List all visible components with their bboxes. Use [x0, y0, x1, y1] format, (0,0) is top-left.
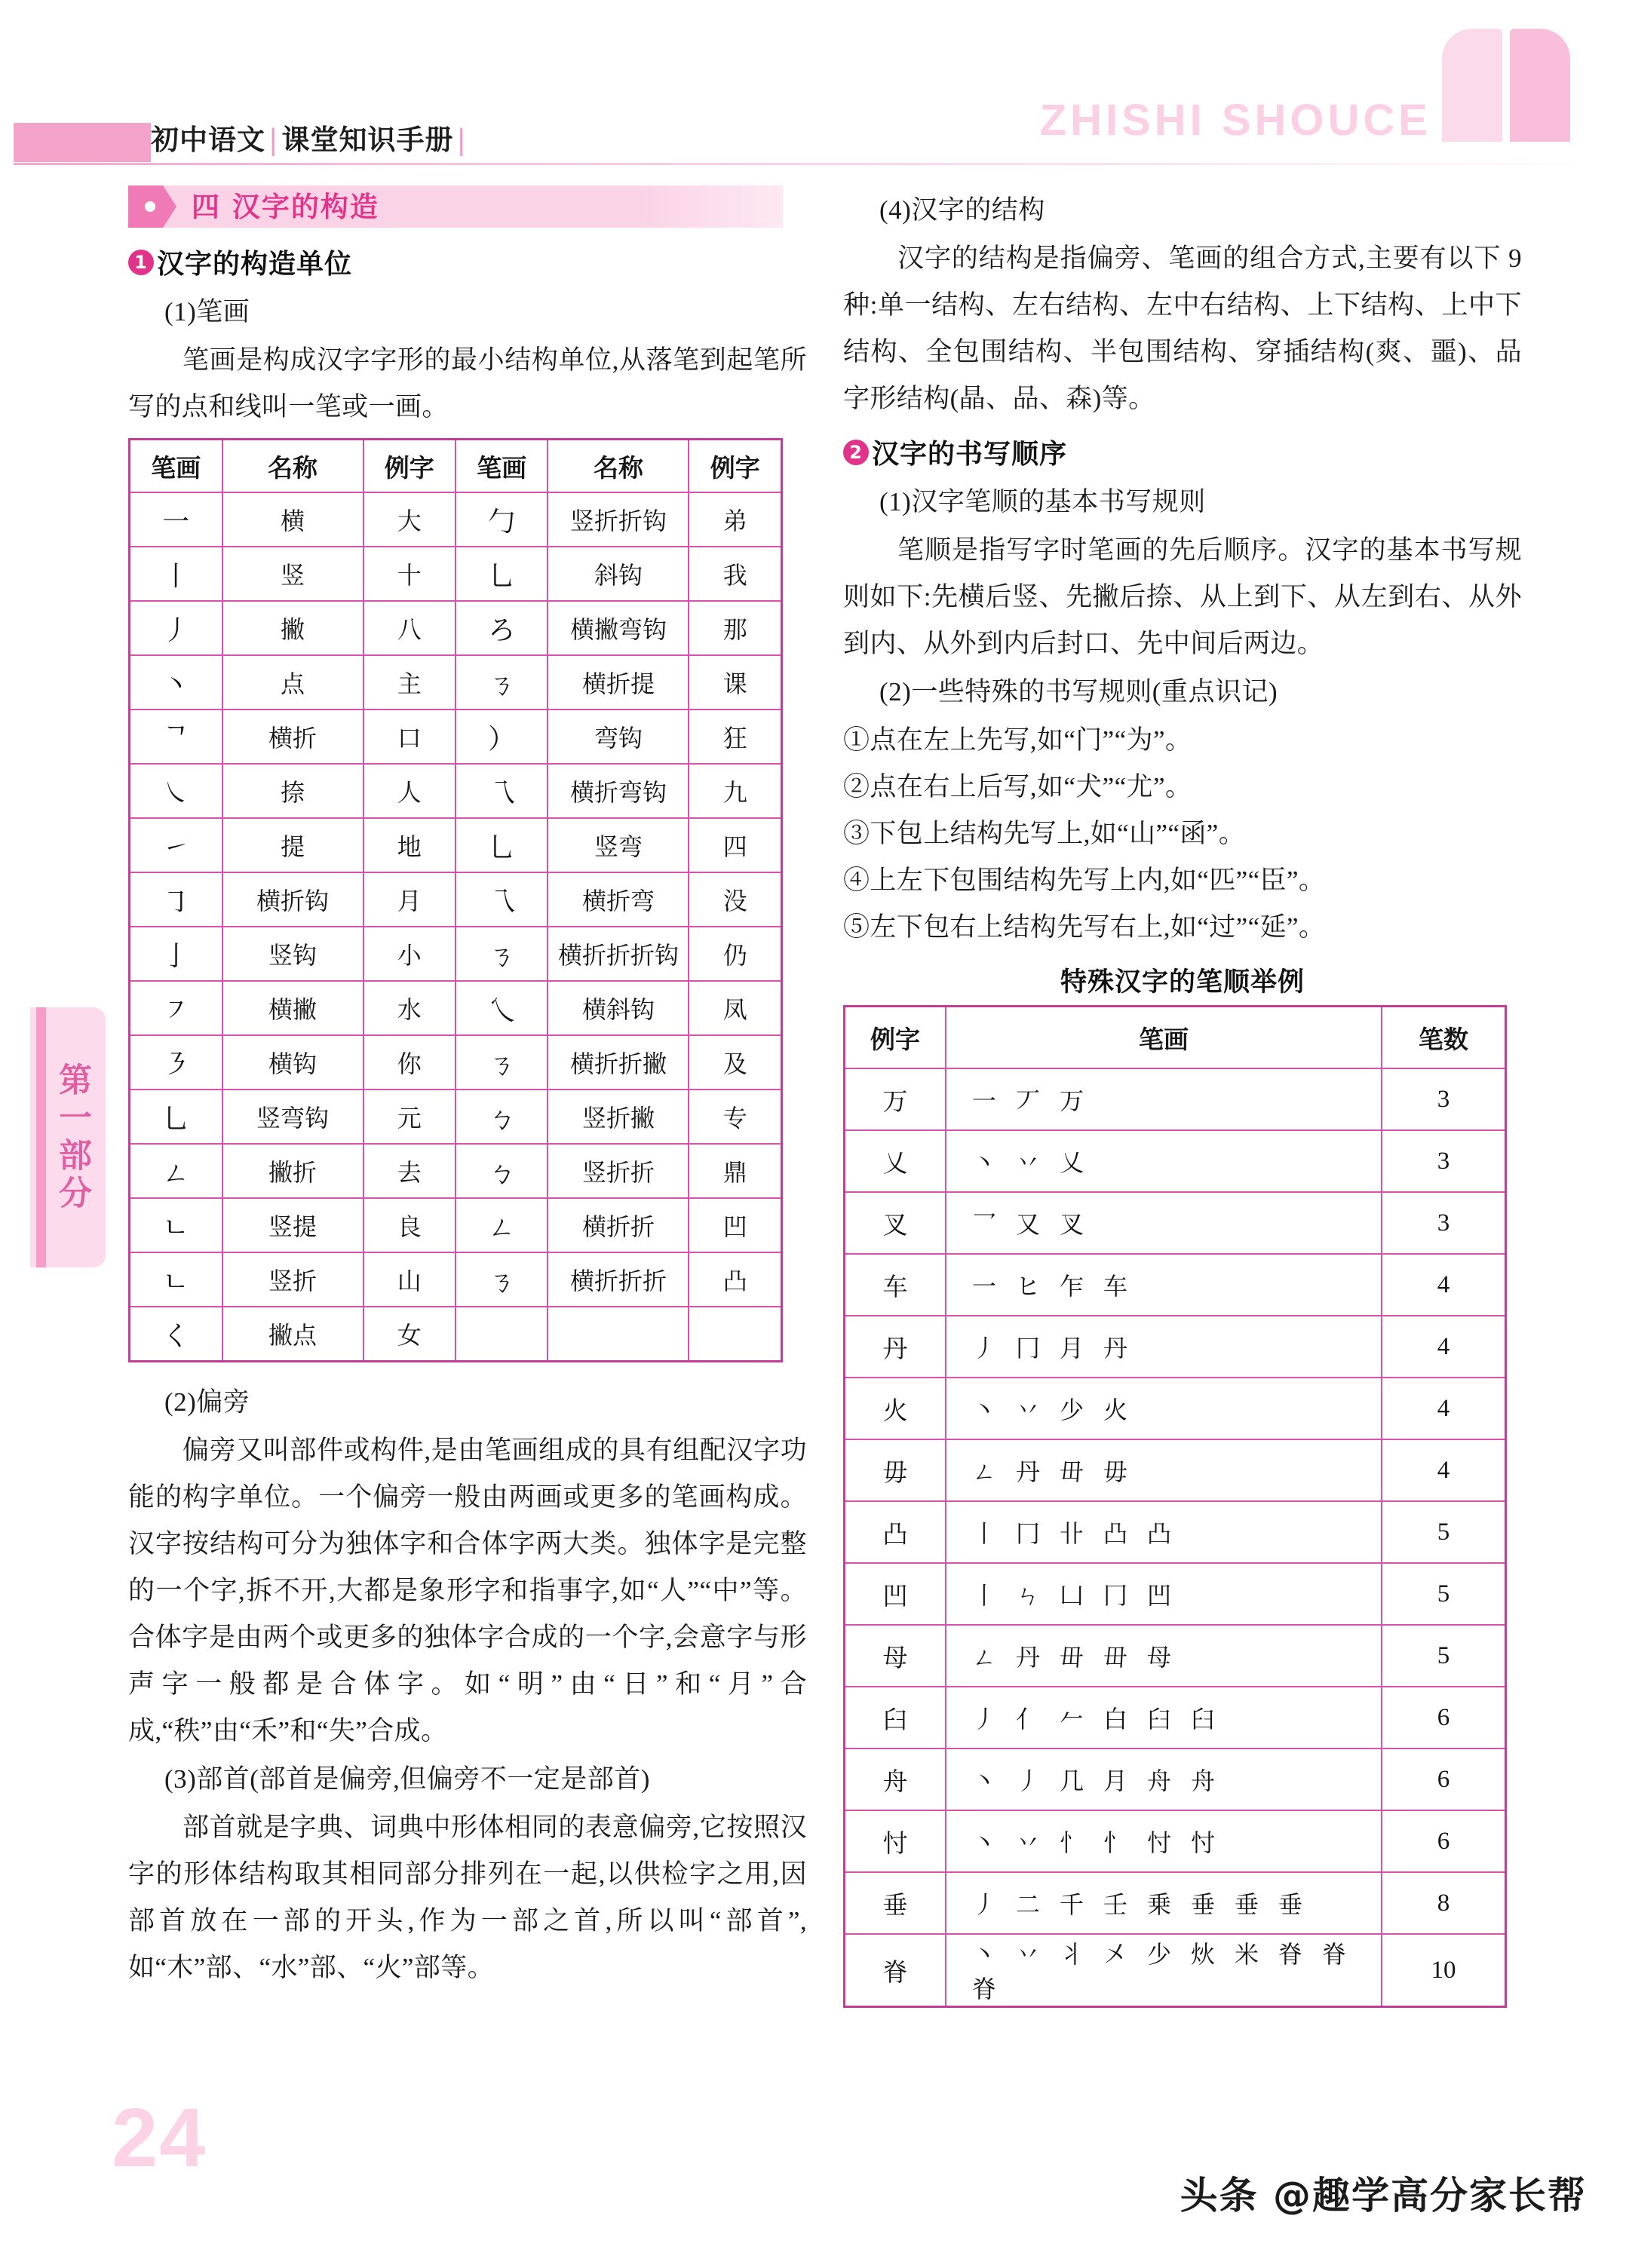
table-row	[845, 1501, 1506, 1563]
stroke-glyph: ㄥ	[456, 1198, 548, 1252]
stroke-name: 横撇弯钩	[548, 601, 689, 655]
subheading-bushou: (3)部首(部首是偏旁,但偏旁不一定是部首)	[164, 1764, 650, 1794]
header-pinyin: ZHISHI SHOUCE	[1039, 96, 1431, 145]
table-row	[130, 764, 782, 818]
stroke-name: 提	[222, 818, 364, 872]
running-header	[0, 0, 1629, 173]
stroke-name: 撇	[222, 601, 364, 655]
stroke-glyph: ㄅ	[456, 1090, 548, 1144]
stroke-glyph: ㄋ	[456, 927, 548, 981]
example-char: 人	[364, 764, 456, 818]
table-row	[130, 547, 782, 601]
stroke-name: 点	[222, 655, 364, 710]
stroke-sequence: 丶 丿 几 月 舟 舟	[946, 1749, 1382, 1810]
example-char: 凹	[689, 1198, 781, 1252]
col-header-stroke-1: 笔画	[130, 440, 222, 493]
example-char: 脊	[845, 1934, 946, 2007]
example-char: 叉	[845, 1192, 946, 1254]
example-char: 主	[364, 655, 456, 710]
stroke-glyph: く	[130, 1307, 222, 1362]
stroke-sequence: 一 ヒ 乍 车	[946, 1254, 1382, 1316]
stroke-count: 5	[1382, 1625, 1506, 1687]
stroke-count: 4	[1382, 1254, 1506, 1316]
example-char: 月	[364, 872, 456, 927]
table-row	[130, 872, 782, 927]
stroke-glyph: 乀	[456, 981, 548, 1035]
part-side-tab	[30, 1007, 106, 1267]
stroke-name: 撇点	[222, 1307, 364, 1362]
header-title-main: 初中语文	[151, 124, 265, 156]
stroke-count: 6	[1382, 1749, 1506, 1810]
stroke-sequence: 丿 冂 月 丹	[946, 1316, 1382, 1378]
example-char: 万	[845, 1068, 946, 1130]
example-char: 舟	[845, 1749, 946, 1810]
stroke-name: 横折提	[548, 655, 689, 710]
side-tab-spine	[36, 1007, 46, 1267]
heading-number-badge: 1	[128, 250, 154, 275]
example-char: 及	[689, 1035, 781, 1090]
stroke-glyph: ㄅ	[456, 1144, 548, 1198]
stroke-name: 横折折撇	[548, 1035, 689, 1090]
example-char: 十	[364, 547, 456, 601]
stroke-name: 竖弯钩	[222, 1090, 364, 1144]
example-char: 狂	[689, 710, 781, 764]
table-row	[130, 1198, 782, 1252]
stroke-count: 6	[1382, 1810, 1506, 1872]
example-char: 乂	[845, 1130, 946, 1192]
subheading-pianpang: (2)偏旁	[164, 1387, 250, 1417]
stroke-glyph: ㄋ	[456, 1252, 548, 1307]
book-icon	[1442, 29, 1570, 142]
page-number: 24	[112, 2092, 207, 2184]
special-rule-item: ③下包上结构先写上,如“山”“函”。	[843, 819, 1246, 848]
stroke-name: 横折折	[548, 1198, 689, 1252]
stroke-name: 斜钩	[548, 547, 689, 601]
stroke-glyph: ㄴ	[130, 1252, 222, 1307]
stroke-glyph: ㇀	[130, 818, 222, 872]
table-row	[130, 1252, 782, 1307]
stroke-glyph: 丶	[130, 655, 222, 710]
example-char: 丹	[845, 1316, 946, 1378]
example-char: 车	[845, 1254, 946, 1316]
stroke-name: 竖	[222, 547, 364, 601]
stroke-glyph: ろ	[456, 601, 548, 655]
example-char: 凹	[845, 1563, 946, 1625]
stroke-count: 8	[1382, 1872, 1506, 1934]
example-char	[689, 1307, 781, 1362]
stroke-name: 横折折折钩	[548, 927, 689, 981]
table-row	[845, 1687, 1506, 1749]
table-row	[130, 492, 782, 547]
example-char: 母	[845, 1625, 946, 1687]
stroke-name: 竖提	[222, 1198, 364, 1252]
header-title-separator-2: |	[456, 124, 467, 156]
col-header-strokes: 笔画	[946, 1007, 1382, 1069]
example-char: 课	[689, 655, 781, 710]
stroke-count: 6	[1382, 1687, 1506, 1749]
col-header-name-1: 名称	[222, 440, 364, 493]
stroke-sequence: 丿 亻 𠂉 白 臼 臼	[946, 1687, 1382, 1749]
section-banner	[128, 185, 783, 228]
table-row	[130, 710, 782, 764]
table-row	[845, 1378, 1506, 1439]
example-char: 我	[689, 547, 781, 601]
stroke-sequence: 丨 冂 卝 凸 凸	[946, 1501, 1382, 1563]
stroke-glyph: 乚	[130, 1090, 222, 1144]
stroke-name: 横斜钩	[548, 981, 689, 1035]
order-table-caption: 特殊汉字的笔顺举例	[1060, 967, 1305, 998]
stroke-glyph: 乁	[456, 764, 548, 818]
stroke-sequence: 一 丆 万	[946, 1068, 1382, 1130]
heading-hanzi-构造单位	[128, 243, 807, 281]
heading-number-badge-2: 2	[843, 440, 869, 465]
header-title-sub: 课堂知识手册	[281, 124, 454, 156]
table-row	[130, 981, 782, 1035]
example-char: 专	[689, 1090, 781, 1144]
example-char: 没	[689, 872, 781, 927]
stroke-count: 4	[1382, 1316, 1506, 1378]
example-char: 地	[364, 818, 456, 872]
stroke-sequence: 丶 丷 丬 㐅 少 炏 米 脊 脊 脊	[946, 1934, 1382, 2007]
stroke-glyph: 乁	[456, 872, 548, 927]
table-row	[845, 1934, 1506, 2007]
example-char: 小	[364, 927, 456, 981]
right-column	[843, 185, 1522, 2008]
example-char: 你	[364, 1035, 456, 1090]
table-row	[130, 1035, 782, 1090]
special-rule-item: ②点在右上后写,如“犬”“尤”。	[843, 772, 1192, 801]
example-char: 元	[364, 1090, 456, 1144]
example-char: 弟	[689, 492, 781, 547]
example-char: 水	[364, 981, 456, 1035]
stroke-glyph: ㄋ	[456, 1035, 548, 1090]
stroke-name: 竖弯	[548, 818, 689, 872]
example-char: 凸	[689, 1252, 781, 1307]
banner-arrow-icon	[128, 185, 176, 228]
table-row	[845, 1439, 1506, 1501]
example-char: 四	[689, 818, 781, 872]
stroke-glyph: 乚	[456, 547, 548, 601]
table-row	[130, 1090, 782, 1144]
stroke-name: 竖折	[222, 1252, 364, 1307]
stroke-sequence: 乛 又 叉	[946, 1192, 1382, 1254]
stroke-sequence: 丶 丷 少 火	[946, 1378, 1382, 1439]
stroke-sequence: 丶 丷 乂	[946, 1130, 1382, 1192]
stroke-glyph: 勹	[456, 492, 548, 547]
table-row	[130, 655, 782, 710]
col-header-example-char: 例字	[845, 1007, 946, 1069]
example-char: 忖	[845, 1810, 946, 1872]
stroke-sequence: ㄥ 丹 毌 毋	[946, 1439, 1382, 1501]
table-row	[845, 1130, 1506, 1192]
table-row	[130, 1144, 782, 1198]
stroke-glyph: ㇋	[130, 1035, 222, 1090]
header-title-separator: |	[268, 124, 279, 156]
stroke-count: 5	[1382, 1501, 1506, 1563]
table-header-row	[845, 1007, 1506, 1069]
header-divider	[14, 163, 1612, 165]
example-char: 女	[364, 1307, 456, 1362]
stroke-name: 横折弯	[548, 872, 689, 927]
stroke-glyph: ）	[456, 710, 548, 764]
example-char: 凤	[689, 981, 781, 1035]
example-char: 去	[364, 1144, 456, 1198]
subheading-bishun-guize: (1)汉字笔顺的基本书写规则	[879, 487, 1206, 516]
table-row	[845, 1872, 1506, 1934]
subheading-bihua: (1)笔画	[164, 297, 250, 326]
example-char: 良	[364, 1198, 456, 1252]
table-row	[130, 601, 782, 655]
col-header-stroke-count: 笔数	[1382, 1007, 1506, 1069]
stroke-count: 4	[1382, 1378, 1506, 1439]
header-color-swatch	[14, 123, 151, 162]
stroke-count: 3	[1382, 1130, 1506, 1192]
stroke-glyph: ㇆	[130, 872, 222, 927]
stroke-count: 5	[1382, 1563, 1506, 1625]
section-banner-title: 四 汉字的构造	[192, 191, 379, 223]
example-char: 八	[364, 601, 456, 655]
stroke-count: 4	[1382, 1439, 1506, 1501]
special-rule-item: ⑤左下包右上结构先写右上,如“过”“延”。	[843, 912, 1326, 942]
table-row	[130, 818, 782, 872]
stroke-sequence: ㄥ 丹 毌 毌 母	[946, 1625, 1382, 1687]
stroke-name: 竖折折	[548, 1144, 689, 1198]
example-char: 仍	[689, 927, 781, 981]
stroke-sequence: 丶 丷 忄 忄 忖 忖	[946, 1810, 1382, 1872]
table-row	[845, 1254, 1506, 1316]
table-row	[845, 1316, 1506, 1378]
paragraph-bihua-definition: 笔画是构成汉字字形的最小结构单位,从落笔到起笔所写的点和线叫一笔或一画。	[128, 345, 807, 421]
stroke-glyph: 丨	[130, 547, 222, 601]
table-row	[845, 1810, 1506, 1872]
stroke-count: 3	[1382, 1068, 1506, 1130]
paragraph-bishun-guize: 笔顺是指写字时笔画的先后顺序。汉字的基本书写规则如下:先横后竖、先撇后捺、从上到下、从左到右、从外到内、从外到内后封口、先中间后两边。	[843, 535, 1522, 658]
stroke-glyph: ㄥ	[130, 1144, 222, 1198]
stroke-glyph: 一	[130, 492, 222, 547]
special-rules-list	[843, 717, 1522, 951]
table-row	[130, 927, 782, 981]
col-header-example-1: 例字	[364, 440, 456, 493]
table-row	[845, 1749, 1506, 1810]
stroke-name: 横折折折	[548, 1252, 689, 1307]
paragraph-jiegou: 汉字的结构是指偏旁、笔画的组合方式,主要有以下 9 种:单一结构、左右结构、左中右结构、上下结构、上中下结构、全包围结构、半包围结构、穿插结构(爽、噩)、品字形结构(晶、品、森)等。	[843, 244, 1522, 413]
stroke-sequence: 丨 ㄣ 凵 冂 凹	[946, 1563, 1382, 1625]
heading-text: 汉字的构造单位	[157, 249, 353, 280]
stroke-name: 撇折	[222, 1144, 364, 1198]
stroke-order-table	[843, 1005, 1507, 2008]
left-column	[128, 185, 807, 1993]
stroke-glyph: 亅	[130, 927, 222, 981]
stroke-glyph: ᄀ	[130, 710, 222, 764]
stroke-name: 横钩	[222, 1035, 364, 1090]
stroke-glyph	[456, 1307, 548, 1362]
stroke-glyph: 乚	[456, 818, 548, 872]
example-char: 山	[364, 1252, 456, 1307]
stroke-name: 竖钩	[222, 927, 364, 981]
table-row	[845, 1563, 1506, 1625]
special-rule-item: ④上左下包围结构先写上内,如“匹”“臣”。	[843, 866, 1326, 895]
stroke-sequence: 丿 二 千 壬 乗 垂 垂 垂	[946, 1872, 1382, 1934]
paragraph-pianpang: 偏旁又叫部件或构件,是由笔画组成的具有组配汉字功能的构字单位。一个偏旁一般由两画或更多的笔画构成。汉字按结构可分为独体字和合体字两大类。独体字是完整的一个字,拆不开,大都是象形字和指事字,如“人”“中”等。合体字是由两个或更多的独体字合成的一个字,会意字与形声字一般都是合体字。如“明”由“日”和“月”合成,“秩”由“禾”和“失”合成。	[128, 1436, 807, 1745]
subheading-jiegou: (4)汉字的结构	[879, 195, 1045, 225]
example-char: 鼎	[689, 1144, 781, 1198]
col-header-stroke-2: 笔画	[456, 440, 548, 493]
table-row	[845, 1192, 1506, 1254]
col-header-name-2: 名称	[548, 440, 689, 493]
example-char: 九	[689, 764, 781, 818]
watermark: 头条 @趣学高分家长帮	[1180, 2174, 1587, 2217]
stroke-glyph: ㄋ	[456, 655, 548, 710]
heading-shuxie-shunxu	[843, 433, 1522, 471]
paragraph-bushou: 部首就是字典、词典中形体相同的表意偏旁,它按照汉字的形体结构取其相同部分排列在一起,以供检字之用,因部首放在一部的开头,作为一部之首,所以叫“部首”,如“木”部、“水”部、“火”部等。	[128, 1813, 807, 1982]
stroke-name: 竖折折钩	[548, 492, 689, 547]
stroke-name: 横	[222, 492, 364, 547]
stroke-name: 横折	[222, 710, 364, 764]
example-char: 大	[364, 492, 456, 547]
example-char: 凸	[845, 1501, 946, 1563]
example-char: 毋	[845, 1439, 946, 1501]
heading-text-2: 汉字的书写顺序	[872, 439, 1068, 470]
col-header-example-2: 例字	[689, 440, 781, 493]
stroke-name: 竖折撇	[548, 1090, 689, 1144]
example-char: 垂	[845, 1872, 946, 1934]
stroke-glyph: ㇏	[130, 764, 222, 818]
special-rule-item: ①点在左上先写,如“门”“为”。	[843, 725, 1192, 755]
stroke-name: 弯钩	[548, 710, 689, 764]
stroke-name	[548, 1307, 689, 1362]
table-row	[130, 1307, 782, 1362]
stroke-name: 横撇	[222, 981, 364, 1035]
stroke-glyph: 丿	[130, 601, 222, 655]
example-char: 口	[364, 710, 456, 764]
stroke-reference-table	[128, 438, 783, 1362]
table-row	[845, 1625, 1506, 1687]
stroke-name: 捺	[222, 764, 364, 818]
stroke-glyph: ㇇	[130, 981, 222, 1035]
stroke-name: 横折弯钩	[548, 764, 689, 818]
side-tab-label: 第一部分	[53, 1062, 91, 1213]
example-char: 火	[845, 1378, 946, 1439]
stroke-glyph: ㄴ	[130, 1198, 222, 1252]
table-row	[845, 1068, 1506, 1130]
subheading-teshu-guize: (2)一些特殊的书写规则(重点识记)	[879, 677, 1278, 706]
example-char: 臼	[845, 1687, 946, 1749]
stroke-count: 10	[1382, 1934, 1506, 2007]
stroke-count: 3	[1382, 1192, 1506, 1254]
table-header-row	[130, 440, 782, 493]
stroke-name: 横折钩	[222, 872, 364, 927]
example-char: 那	[689, 601, 781, 655]
header-title	[151, 117, 470, 158]
